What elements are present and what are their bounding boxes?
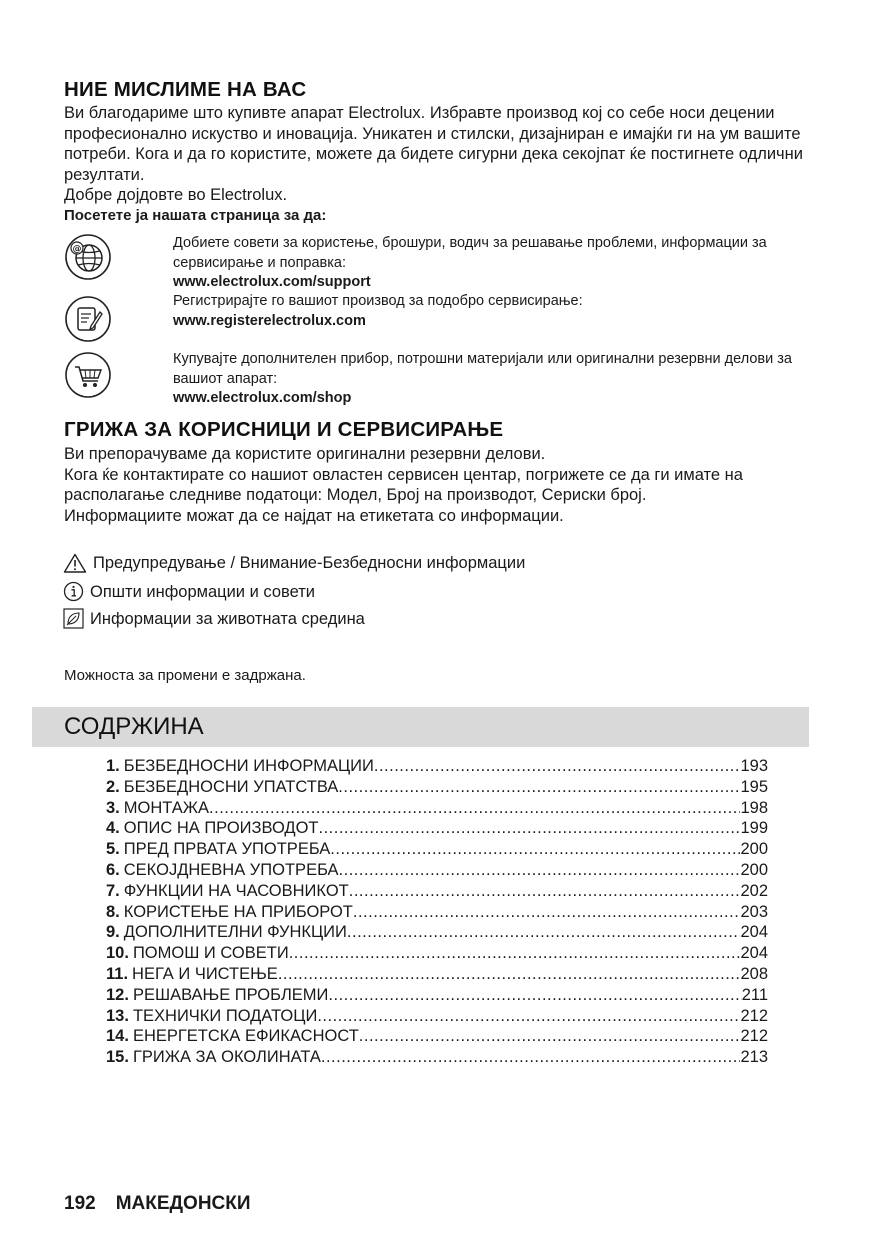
toc-entry-title: ПОМОШ И СОВЕТИ [132, 944, 289, 963]
toc-entry[interactable] [106, 1027, 768, 1048]
shop-link-block [173, 350, 813, 409]
toc-entry-title: ПРЕД ПРВАТА УПОТРЕБА [123, 840, 331, 859]
toc-entry[interactable] [106, 923, 768, 944]
support-link-block [173, 234, 813, 293]
toc-leader-dots [349, 882, 741, 901]
legend-warning [63, 553, 525, 573]
spare-parts-paragraph: Ви препорачуваме да користите оригинални резервни делови. [64, 445, 546, 463]
section-heading-we-think-of-you: НИЕ МИСЛИМЕ НА ВАС [64, 78, 307, 101]
toc-entry-title: РЕШАВАЊЕ ПРОБЛЕМИ [132, 985, 329, 1004]
toc-leader-dots [278, 965, 741, 984]
toc-entry-page: 200 [740, 840, 768, 859]
toc-entry-number: 8. [106, 902, 120, 921]
toc-entry-number: 14. [106, 1027, 129, 1046]
toc-entry-number: 11. [106, 964, 129, 983]
toc-entry-page: 204 [740, 923, 768, 942]
register-url-link[interactable]: www.registerelectrolux.com [173, 312, 366, 329]
toc-entry-page: 213 [740, 1048, 768, 1067]
toc-entry-number: 12. [106, 985, 129, 1004]
toc-entry[interactable] [106, 840, 768, 861]
toc-entry[interactable] [106, 903, 768, 924]
footer-language: МАКЕДОНСКИ [115, 1193, 251, 1214]
toc-leader-dots [330, 840, 740, 859]
toc-entry-page: 200 [740, 860, 768, 879]
toc-entry-title: НЕГА И ЧИСТЕЊЕ [132, 964, 278, 983]
register-description: Регистрирајте го вашиот производ за подобро сервисирање: [173, 293, 583, 309]
toc-entry-page: 198 [740, 798, 768, 817]
toc-entry-number: 4. [106, 819, 120, 838]
toc-title: СОДРЖИНА [64, 713, 204, 740]
toc-entry-number: 7. [106, 881, 120, 900]
toc-leader-dots [321, 1048, 741, 1067]
toc-entry-title: БЕЗБЕДНОСНИ ИНФОРМАЦИИ [123, 757, 374, 775]
toc-entry[interactable] [106, 799, 768, 820]
toc-entry-page: 202 [740, 881, 768, 900]
toc-leader-dots [338, 778, 740, 797]
toc-entry[interactable] [106, 778, 768, 799]
toc-entry-title: СЕКОЈДНЕВНА УПОТРЕБА [123, 860, 339, 879]
intro-text [64, 103, 814, 206]
changes-reserved-note: Можноста за промени е задржана. [64, 667, 306, 684]
toc-entry[interactable] [106, 861, 768, 882]
toc-entry-title: БЕЗБЕДНОСНИ УПАТСТВА [123, 777, 339, 796]
shop-url-link[interactable]: www.electrolux.com/shop [173, 390, 352, 406]
toc-leader-dots [289, 944, 741, 963]
toc-entry-title: ФУНКЦИИ НА ЧАСОВНИКОТ [123, 881, 349, 900]
service-center-paragraph: Кога ќе контактирате со нашиот овластен сервисен центар, погрижете се да ги имате на располагање следниве податоци: Модел, Број на производот, Сериски број. [64, 465, 743, 505]
legend-environment-text: Информации за животната средина [90, 609, 365, 628]
intro-paragraph: Ви благодариме што купивте апарат Electrolux. Избравте производ кој со себе носи децении професионално искуство и иновација. Уникатен и стилски, дизајниран е имајќи ги на ум вашите потреби. Кога и да го користите, можете да бидете сигурни дека секојпат ќе постигнете одлични резултати. [64, 104, 803, 184]
toc-leader-dots [317, 1007, 740, 1026]
toc-entry-number: 15. [106, 1048, 129, 1067]
toc-leader-dots [209, 799, 740, 818]
toc-entry-number: 10. [106, 944, 129, 963]
toc-leader-dots [347, 923, 741, 942]
toc-entry[interactable] [106, 965, 768, 986]
toc-header-band [32, 707, 809, 747]
toc-entry-title: ОПИС НА ПРОИЗВОДОТ [123, 819, 319, 838]
table-of-contents [106, 757, 768, 1069]
support-description: Добиете совети за користење, брошури, водич за решавање проблеми, информации за сервисирање и поправка: [173, 235, 767, 271]
toc-leader-dots [353, 903, 741, 922]
toc-leader-dots [359, 1027, 741, 1046]
toc-entry-number: 3. [106, 798, 120, 817]
toc-entry-number: 1. [106, 757, 120, 775]
page-footer [64, 1193, 251, 1215]
shop-description: Купувајте дополнителен прибор, потрошни материјали или оригинални резервни делови за вашиот апарат: [173, 351, 792, 387]
toc-entry[interactable] [106, 986, 768, 1007]
visit-site-label: Посетете ја нашата страница за да: [64, 207, 327, 224]
toc-entry[interactable] [106, 757, 768, 778]
page-number: 192 [64, 1193, 96, 1214]
toc-entry-page: 212 [740, 1027, 768, 1046]
toc-entry-page: 204 [740, 944, 768, 963]
toc-entry-title: ГРИЖА ЗА ОКОЛИНАТА [132, 1048, 321, 1067]
toc-entry-page: 193 [740, 757, 768, 775]
toc-entry-title: ТЕХНИЧКИ ПОДАТОЦИ [132, 1006, 318, 1025]
toc-entry-page: 195 [740, 777, 768, 796]
toc-entry-page: 199 [740, 819, 768, 838]
section-heading-customer-care: ГРИЖА ЗА КОРИСНИЦИ И СЕРВИСИРАЊЕ [64, 418, 504, 441]
customer-care-text [64, 444, 814, 526]
toc-entry[interactable] [106, 1007, 768, 1028]
toc-entry-number: 6. [106, 860, 120, 879]
toc-leader-dots [328, 986, 741, 1005]
toc-entry[interactable] [106, 819, 768, 840]
register-icon [64, 295, 112, 343]
toc-leader-dots [339, 861, 741, 880]
warning-icon [63, 553, 87, 573]
toc-entry-page: 211 [741, 985, 768, 1004]
toc-entry-page: 208 [740, 964, 768, 983]
toc-entry-title: КОРИСТЕЊЕ НА ПРИБОРОТ [123, 902, 353, 921]
toc-entry-number: 13. [106, 1006, 129, 1025]
toc-entry-title: МОНТАЖА [123, 798, 210, 817]
toc-entry-title: ДОПОЛНИТЕЛНИ ФУНКЦИИ [123, 923, 347, 942]
svg-text:@: @ [72, 244, 82, 255]
legend-info-text: Општи информации и совети [90, 582, 316, 601]
toc-entry-number: 2. [106, 777, 120, 796]
toc-entry[interactable] [106, 882, 768, 903]
info-icon [63, 581, 84, 602]
toc-entry-page: 203 [740, 902, 768, 921]
toc-entry[interactable] [106, 944, 768, 965]
toc-entry[interactable] [106, 1048, 768, 1069]
toc-entry-number: 9. [106, 923, 120, 942]
legend-environment [63, 608, 365, 629]
globe-icon [64, 233, 112, 281]
toc-leader-dots [374, 757, 741, 776]
shopping-cart-icon [64, 351, 112, 399]
rating-plate-paragraph: Информациите можат да се најдат на етикетата со информации. [64, 506, 564, 525]
legend-warning-text: Предупредување / Внимание-Безбедносни информации [93, 554, 526, 572]
register-link-block [173, 292, 813, 331]
leaf-icon [63, 608, 84, 629]
toc-entry-title: ЕНЕРГЕТСКА ЕФИКАСНОСТ [132, 1027, 359, 1046]
legend-info [63, 581, 315, 602]
welcome-paragraph: Добре дојдовте во Electrolux. [64, 186, 288, 205]
toc-leader-dots [319, 819, 741, 838]
support-url-link[interactable]: www.electrolux.com/support [173, 274, 371, 290]
toc-entry-number: 5. [106, 840, 120, 859]
toc-entry-page: 212 [740, 1006, 768, 1025]
